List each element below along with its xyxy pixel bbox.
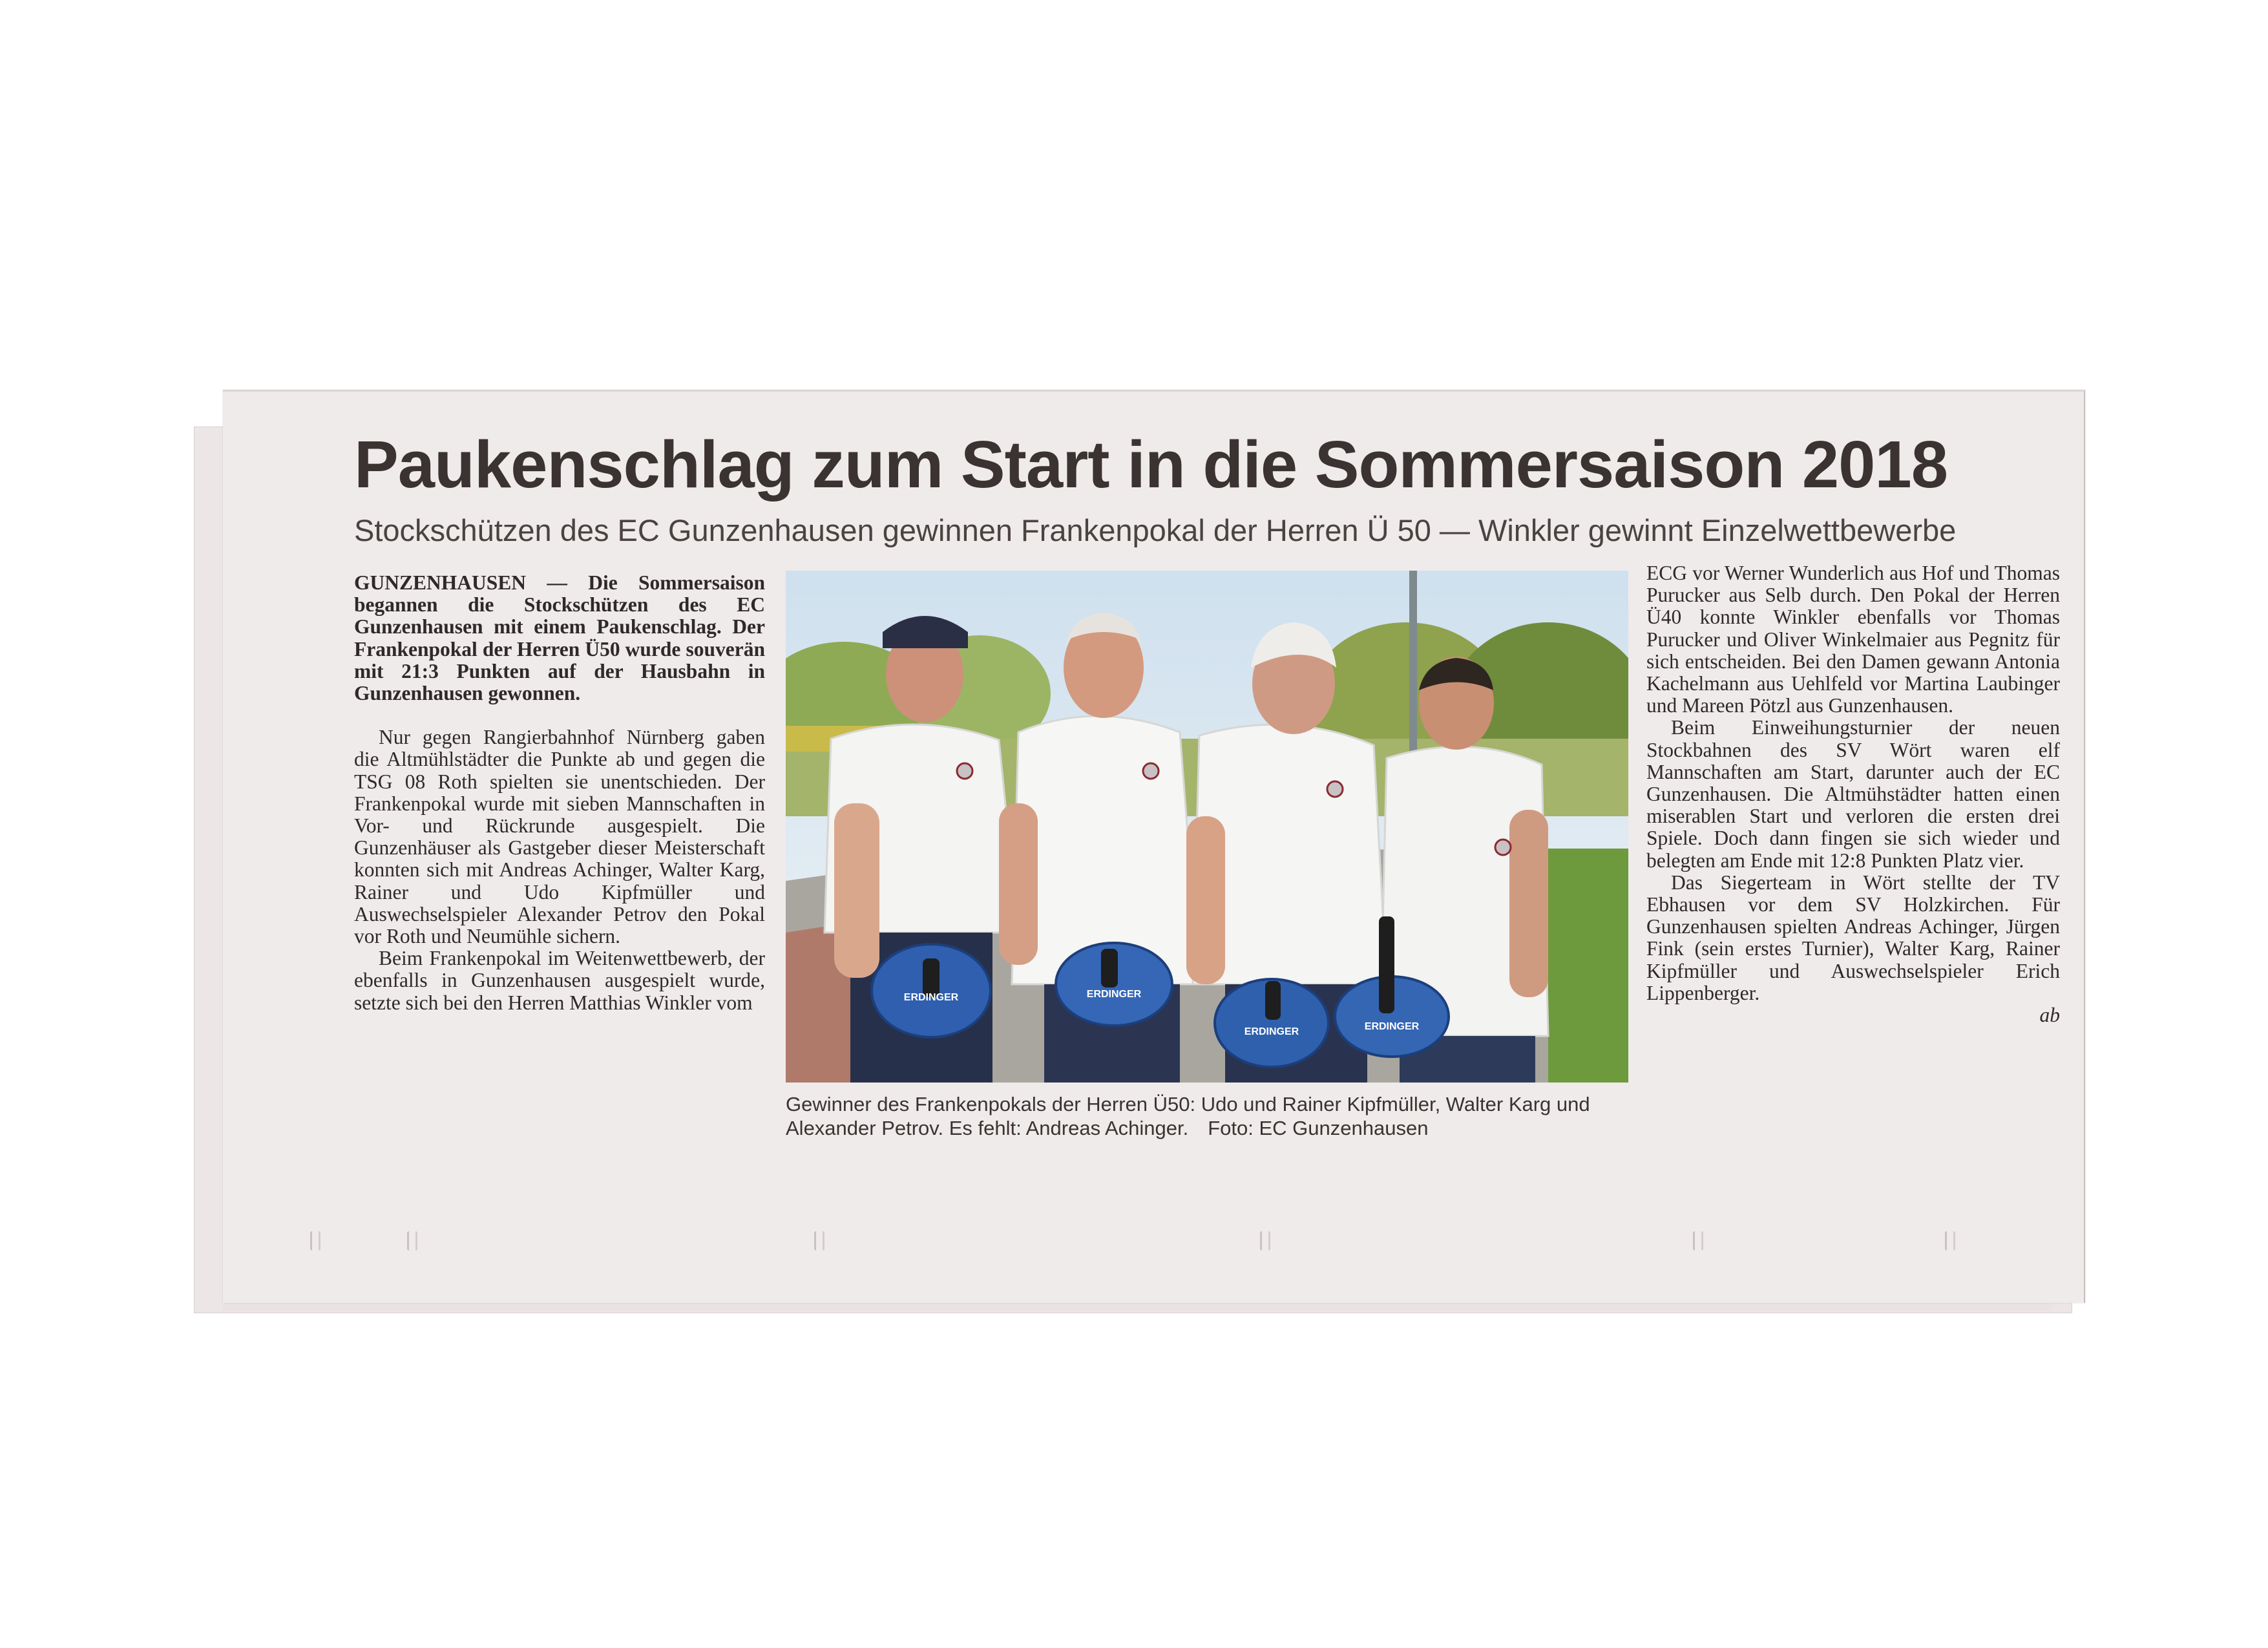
perforation-mark [1260, 1231, 1270, 1251]
perforation-mark [310, 1231, 320, 1251]
perforation-mark [1945, 1231, 1955, 1251]
ice-stock-disc [1056, 943, 1172, 1026]
perforation-mark [1693, 1231, 1703, 1251]
article-column-left [354, 572, 765, 1141]
svg-text:ERDINGER: ERDINGER [903, 992, 959, 1003]
headline: Paukenschlag zum Start in die Sommersaison 2018 [354, 427, 1948, 502]
caption-text: Gewinner des Frankenpokals der Herren Ü50: Udo und Rainer Kipfmüller, Walter Karg und Alexander Petrov. Es fehlt: Andreas Achinger. [786, 1093, 1590, 1139]
dateline: GUNZENHAUSEN — [354, 571, 567, 594]
ice-stock-disc [872, 944, 991, 1037]
body-paragraph: Beim Frankenpokal im Weitenwettbewerb, der ebenfalls in Gunzenhausen ausgespielt wurde, setzte sich bei den Herren Matthias Winkler vom [354, 947, 765, 1014]
body-paragraph: Beim Einweihungsturnier der neuen Stockbahnen des SV Wört waren elf Mannschaften am Start, darunter auch der EC Gunzenhausen. Die Altmühstädter hatten einen miserablen Start und verloren die ersten drei Spiele. Doch dann fingen sie sich wieder und belegten am Ende mit 12:8 Punkten Platz vier. [1646, 716, 2060, 872]
perforation-mark [407, 1231, 417, 1251]
body-paragraph: Das Siegerteam in Wört stellte der TV Ebhausen vor dem SV Holzkirchen. Für Gunzenhausen spielten Andreas Achinger, Jürgen Fink (sein erstes Turnier), Walter Karg, Rainer Kipfmüller und Auswechselspieler Erich Lippenberger. [1646, 871, 2060, 1004]
article-column-right [1646, 562, 2060, 1144]
svg-text:ERDINGER: ERDINGER [1244, 1026, 1299, 1037]
body-paragraph: Nur gegen Rangierbahnhof Nürnberg gaben die Altmühlstädter die Punkte ab und gegen die TSG 08 Roth spielten sie unentschieden. Der Frankenpokal wurde mit sieben Mannschaften in Vor- und Rückrunde ausgespielt. Die Gunzenhäuser als Gastgeber dieser Meisterschaft konnten sich mit Andreas Achinger, Walter Karg, Rainer und Udo Kipfmüller und Auswechselspieler Alexander Petrov den Pokal vor Roth und Neumühle sichern. [354, 726, 765, 948]
photo-credit: Foto: EC Gunzenhausen [1208, 1117, 1429, 1139]
author-signature: ab [2039, 1004, 2060, 1027]
svg-text:ERDINGER: ERDINGER [1364, 1021, 1420, 1032]
body-paragraph: ECG vor Werner Wunderlich aus Hof und Thomas Purucker aus Selb durch. Den Pokal der Herren Ü40 konnte Winkler ebenfalls vor Thomas Purucker und Oliver Winkelmaier aus Pegnitz für sich entscheiden. Bei den Damen gewann Antonia Kachelmann aus Uehlfeld vor Martina Laubinger und Mareen Pötzl aus Gunzenhausen. [1646, 562, 2060, 717]
svg-text:ERDINGER: ERDINGER [1086, 989, 1142, 1000]
subheadline: Stockschützen des EC Gunzenhausen gewinnen Frankenpokal der Herren Ü 50 — Winkler gewinnt Einzelwettbewerbe [354, 513, 1957, 547]
perforation-mark [814, 1231, 824, 1251]
ice-stock-disc [1215, 979, 1328, 1067]
lead-text: Die Sommersaison begannen die Stockschützen des EC Gunzenhausen mit einem Paukenschlag. Der Frankenpokal der Herren Ü50 wurde souverän mit 21:3 Punkten auf der Hausbahn in Gunzenhausen gewonnen. [354, 571, 766, 705]
lead-paragraph [354, 572, 765, 704]
photo-caption [786, 1092, 1632, 1144]
team-photo [786, 571, 1628, 1083]
